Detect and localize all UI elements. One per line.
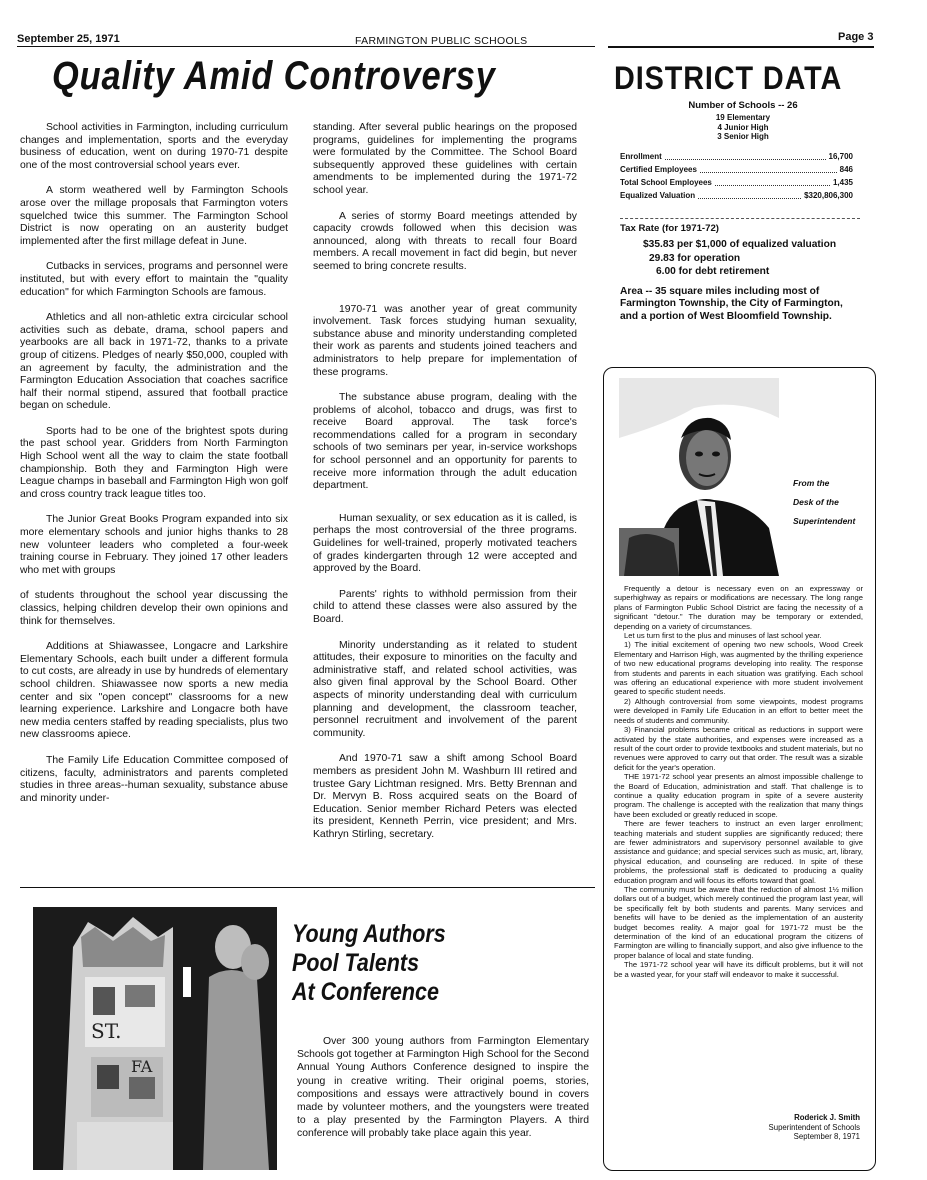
superintendent-portrait — [619, 378, 779, 576]
story-paragraph: Cutbacks in services, programs and personnel were instituted, but with every effort to maintain the "quality education" for which Farmington Schools are famous. — [20, 261, 288, 298]
story-paragraph: Minority understanding as it related to student attitudes, their exposure to minorities on the faculty and administrative staff, and related school activities, was also given final approval by the School Board. Other aspects of minority understanding deal with curriculum planning and development, the classroom teacher, personnel recruitment and involvement of the parent community. — [313, 639, 577, 739]
story-bottom-rule — [20, 887, 595, 888]
stat-label: Equalized Valuation — [620, 191, 696, 200]
letter-paragraph: There are fewer teachers to instruct an even larger enrollment; teaching materials and student supplies are significantly reduced; there are fewer administrators and supervisory personnel available to give assistance and guidance; and special services such as music, art, library, physical education, and counseling are reduced. In spite of these problems, the professional staff is dedicated to producing a quality education program and will focus its efforts toward that goal. — [614, 819, 863, 885]
story-paragraph: Sports had to be one of the brightest spots during the past school year. Gridders from North Farmington High School went all the way to claim the state football championship. Both they and Farmington High were League champs in baseball and Farmington High won golf and cross country track league titles too. — [20, 425, 289, 500]
letter-paragraph: THE 1971-72 school year presents an almost impossible challenge to the Board of Education, administration and staff. That challenge is to continue a quality education program in spite of a severe austerity program. The challenge is accepted with the realization that many things have been excluded or greatly reduced in scope. — [614, 772, 863, 819]
photo-sign-text: ST. — [91, 1019, 122, 1043]
stat-label: Certified Employees — [620, 165, 697, 174]
area-text-block — [620, 286, 860, 323]
stat-value: 16,700 — [828, 152, 853, 161]
story-paragraph: Human sexuality, or sex education as it is called, is perhaps the most controversial of the three programs. Guidelines for well-trained, properly motivated teachers of grades kindergarten through 12 were accepted and approved by the Board. — [313, 512, 577, 575]
story-paragraph: of students throughout the school year discussing the classics, helping children develop their own opinions and think for themselves. — [20, 590, 288, 627]
stat-value: $320,806,300 — [804, 191, 853, 200]
stat-row — [620, 176, 853, 189]
masthead-rule — [17, 46, 595, 47]
letter-paragraph: 3) Financial problems became critical as reductions in support were activated by the state authorities, and expenses were increased as a result of the court order to provide textbooks and student materials, but no revenues were approved to carry out that order. The result was a sizable deficit for the year's operation. — [614, 725, 863, 772]
story-paragraph: standing. After several public hearings on the proposed programs, guidelines for implementing the programs were formulated by the Committee. The School Board subsequently approved these guidelines with certain amendments to be implemented during the 1971-72 school year. — [313, 122, 577, 196]
issue-date: September 25, 1971 — [17, 33, 120, 45]
schools-breakdown-line: 4 Junior High — [717, 122, 769, 132]
young-authors-headline — [292, 920, 446, 1007]
stat-label: Enrollment — [620, 152, 662, 161]
superintendent-letter — [614, 584, 863, 979]
headline-line: Young Authors — [292, 920, 446, 948]
stat-value: 1,435 — [832, 178, 853, 187]
story-paragraph: The substance abuse program, dealing with the problems of alcohol, tobacco and drugs, was first to receive Board approval. The task force's recommendations called for a program in secondary schools of two seminars per year, in-service workshops for school personnel and an opportunity for parents to receive more information through the adult education department. — [313, 392, 577, 492]
letter-paragraph: The 1971-72 school year will have its difficult problems, but it will not be a wasted year, for your staff will endeavor to make it successful. — [614, 960, 863, 979]
signature-date: September 8, 1971 — [793, 1132, 860, 1141]
stat-row — [620, 163, 853, 176]
stats-divider — [620, 218, 860, 219]
page-number: Page 3 — [838, 31, 874, 43]
schools-breakdown-line: 3 Senior High — [717, 132, 769, 141]
caption-line: Desk of the — [793, 497, 839, 507]
tax-rate-heading: Tax Rate (for 1971-72) — [620, 223, 719, 234]
area-text: -- 35 square miles including most of Farmington Township, the City of Farmington, and a portion of West Bloomfield Township. — [620, 286, 843, 322]
signature-name: Roderick J. Smith — [794, 1113, 860, 1122]
story-column-2 — [313, 122, 577, 855]
caption-line: From the — [793, 478, 830, 488]
tax-line: $35.83 per $1,000 of equalized valuation — [643, 239, 837, 250]
story-paragraph: The Family Life Education Committee composed of citizens, faculty, administrators and parents completed studies in three areas--human sexuality, substance abuse and minority under- — [20, 754, 288, 804]
tax-line: 29.83 for operation — [649, 252, 741, 264]
schools-heading: Number of Schools -- 26 — [688, 100, 798, 111]
main-headline: Quality Amid Controversy — [52, 54, 496, 98]
letter-paragraph: The community must be aware that the reduction of almost 1½ million dollars out of a budget, which merely continued the program last year, will be specifically felt by both students and parents. Many services and benefits will have to be denied as the implementation of an austerity budget becomes reality. A major goal for 1971-72 must be the determination of the kind of an educational program the citizens of Farmington are willing to financially support, and also give influence to the proper balance of local and state funding. — [614, 885, 863, 960]
letter-paragraph: Frequently a detour is necessary even on an expressway or superhighway as repairs or modifications are necessary. The long range plans of Farmington Public School District are facing the necessity of a significant "detour." The duration may be temporary or extended, depending on a variety of circumstances. — [614, 584, 863, 631]
headline-line: Pool Talents — [292, 949, 420, 977]
tax-lines — [643, 238, 836, 279]
area-label: Area — [620, 286, 643, 297]
story-paragraph: Parents' rights to withhold permission from their child to attend these classes were also assured by the Board. — [313, 588, 577, 625]
tax-line: 6.00 for debt retirement — [656, 266, 770, 277]
letter-paragraph: Let us turn first to the plus and minuses of last school year. — [624, 631, 822, 641]
schools-breakdown-line: 19 Elementary — [715, 113, 771, 122]
young-authors-body — [297, 1035, 589, 1154]
schools-breakdown — [618, 113, 868, 142]
stat-row — [620, 150, 853, 163]
publication-name: FARMINGTON PUBLIC SCHOOLS — [355, 35, 528, 47]
story-paragraph: 1970-71 was another year of great community involvement. Task forces studying human sexuality, substance abuse and minority understanding completed their work as parents and students joined teachers and administrators to help prepare for implementation of these programs. — [313, 303, 577, 378]
superintendent-caption — [793, 474, 855, 531]
letter-paragraph: 1) The initial excitement of opening two new schools, Wood Creek Elementary and Harrison High, was augmented by the thrilling experience of two new educational programs developing into reality. The response from students and parents in each situation was gratifying. Each school was offering an educational experience with more student involvement geared to specific student needs. — [614, 640, 863, 697]
young-authors-photo — [33, 907, 277, 1170]
story-paragraph: Over 300 young authors from Farmington Elementary Schools got together at Farmington High School for the Second Annual Young Authors Conference designed to inspire the young in creative writing. Their original poems, stories, compositions and essays were attractively bound in covers made by volunteer mothers, and the youngsters were treated to a play presented by the Farmington Players. A third conference will probably take place again this year. — [297, 1036, 589, 1140]
letter-paragraph: 2) Although controversial from some viewpoints, modest programs were developed in Family Life Education in an effort to better meet the needs of students and community. — [614, 696, 863, 725]
stat-row — [620, 189, 853, 202]
signature-title: Superintendent of Schools — [768, 1122, 860, 1132]
photo-sign-text-2: FA — [131, 1057, 153, 1076]
signature-block — [700, 1113, 860, 1142]
story-paragraph: Athletics and all non-athletic extra circicular school activities such as debate, drama, school papers and yearbooks are all back in 1971-72, thanks to a private group of citizens. Pledges of nearly $50,000, coupled with an agreement by faculty, the administration and the Farmington Education Association that coaches sacrifice half their normal stipend, assured that football practice began on schedule. — [20, 312, 288, 412]
story-paragraph: A storm weathered well by Farmington Schools arose over the millage proposals that Farmington voters squelched twice this summer. The Farmington School District is now operating on an austerity budget implemented after the first millage defeat in June. — [20, 185, 288, 247]
stat-label: Total School Employees — [620, 178, 712, 187]
district-stats — [620, 150, 853, 202]
district-data-title: DISTRICT DATA — [614, 60, 843, 96]
stat-value: 846 — [839, 165, 853, 174]
story-paragraph: And 1970-71 saw a shift among School Board members as president John M. Washburn III retired and trustee Gary Lichtman resigned. Mrs. Betty Brennan and Dr. Mervyn B. Ross acquired seats on the Board of Education. Senior member Richard Peters was elected its president, Kenneth Perrin, vice president; and Mrs. Kathryn Stirling, secretary. — [313, 753, 577, 840]
masthead-rule-right — [608, 46, 874, 48]
story-column-1 — [20, 122, 288, 818]
conference-display-image — [33, 907, 277, 1170]
story-paragraph: Additions at Shiawassee, Longacre and Larkshire Elementary Schools, each built under a different formula to cut costs, are already in use by hundreds of elementary school children. Shiawassee now sports a new media center and six "open concept" classrooms for a new learning experience. Larkshire and Longacre both have new media centers staffed by reading specialists, plus two new classrooms apiece. — [20, 641, 288, 741]
story-paragraph: The Junior Great Books Program expanded into six more elementary schools and junior highs thanks to 28 new volunteer leaders who completed a four-week training course in February. They joined 17 other leaders who met with groups — [20, 514, 288, 576]
caption-line: Superintendent — [793, 516, 856, 526]
story-paragraph: School activities in Farmington, including curriculum changes and implementation, sports and the everyday business of education, went on during 1970-71 despite one of the most controversial school years ever. — [20, 122, 288, 171]
headline-line: At Conference — [292, 978, 439, 1006]
superintendent-photo — [619, 378, 779, 576]
story-paragraph: A series of stormy Board meetings attended by capacity crowds followed when this decision was announced, along with threats to recall four Board members. A recall movement in fact did begin, but never seemed to bring concrete results. — [313, 210, 577, 272]
